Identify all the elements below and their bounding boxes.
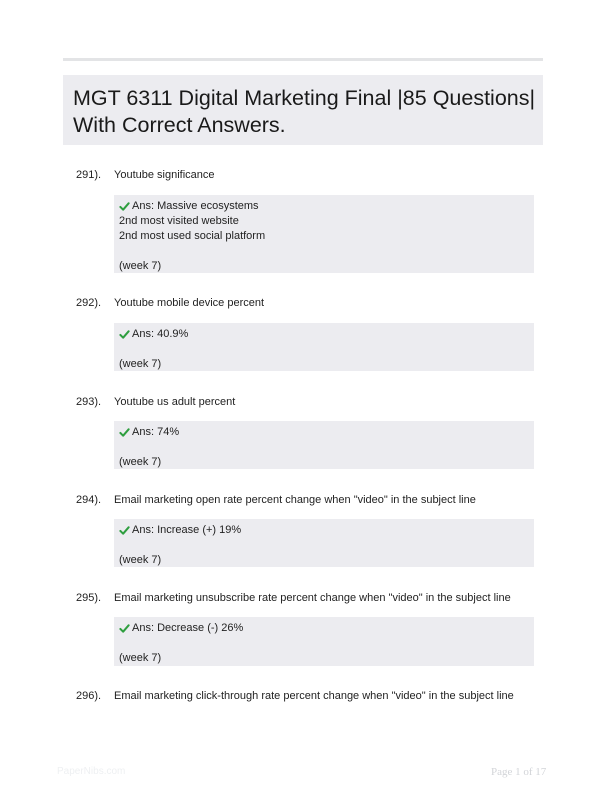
answer-box bbox=[114, 519, 534, 567]
question-text: Email marketing unsubscribe rate percent change when "video" in the subject line bbox=[114, 592, 511, 604]
week-label: (week 7) bbox=[119, 358, 162, 370]
check-icon bbox=[119, 427, 130, 438]
answer-text: Massive ecosystems bbox=[157, 200, 259, 212]
question-text: Email marketing open rate percent change when "video" in the subject line bbox=[114, 494, 476, 506]
answer-prefix: Ans: bbox=[132, 328, 155, 340]
question-number: 291). bbox=[76, 169, 102, 181]
answer-prefix: Ans: bbox=[132, 200, 155, 212]
answer-text: 74% bbox=[157, 426, 180, 438]
answer-prefix: Ans: bbox=[132, 426, 155, 438]
check-icon bbox=[119, 201, 130, 212]
document-title-line-2: With Correct Answers. bbox=[73, 113, 286, 137]
top-divider bbox=[63, 58, 543, 61]
question-number: 293). bbox=[76, 396, 102, 408]
week-label: (week 7) bbox=[119, 456, 162, 468]
answer-box bbox=[114, 195, 534, 273]
check-icon bbox=[119, 329, 130, 340]
check-icon bbox=[119, 623, 130, 634]
answer-box bbox=[114, 323, 534, 371]
question-text: Youtube significance bbox=[114, 169, 215, 181]
answer-text: 2nd most visited website bbox=[119, 215, 239, 227]
document-title-block bbox=[63, 75, 543, 145]
week-label: (week 7) bbox=[119, 260, 162, 272]
answer-text: Increase (+) 19% bbox=[157, 524, 242, 536]
document-title bbox=[73, 85, 543, 139]
answer-prefix: Ans: bbox=[132, 622, 155, 634]
check-icon bbox=[119, 525, 130, 536]
question-text: Email marketing click-through rate percent change when "video" in the subject line bbox=[114, 690, 514, 702]
page-number: Page 1 of 17 bbox=[491, 766, 547, 778]
week-label: (week 7) bbox=[119, 554, 162, 566]
answer-text: 40.9% bbox=[157, 328, 189, 340]
answer-box bbox=[114, 421, 534, 469]
document-title-line-1: MGT 6311 Digital Marketing Final |85 Questions| bbox=[73, 86, 536, 110]
answer-text: 2nd most used social platform bbox=[119, 230, 266, 242]
question-text: Youtube us adult percent bbox=[114, 396, 236, 408]
question-number: 294). bbox=[76, 494, 102, 506]
answer-box bbox=[114, 617, 534, 666]
question-number: 292). bbox=[76, 297, 102, 309]
week-label: (week 7) bbox=[119, 652, 162, 664]
question-number: 295). bbox=[76, 592, 102, 604]
question-number: 296). bbox=[76, 690, 102, 702]
footer-watermark: PaperNibs.com bbox=[57, 766, 126, 777]
question-text: Youtube mobile device percent bbox=[114, 297, 265, 309]
answer-text: Decrease (-) 26% bbox=[157, 622, 244, 634]
answer-prefix: Ans: bbox=[132, 524, 155, 536]
